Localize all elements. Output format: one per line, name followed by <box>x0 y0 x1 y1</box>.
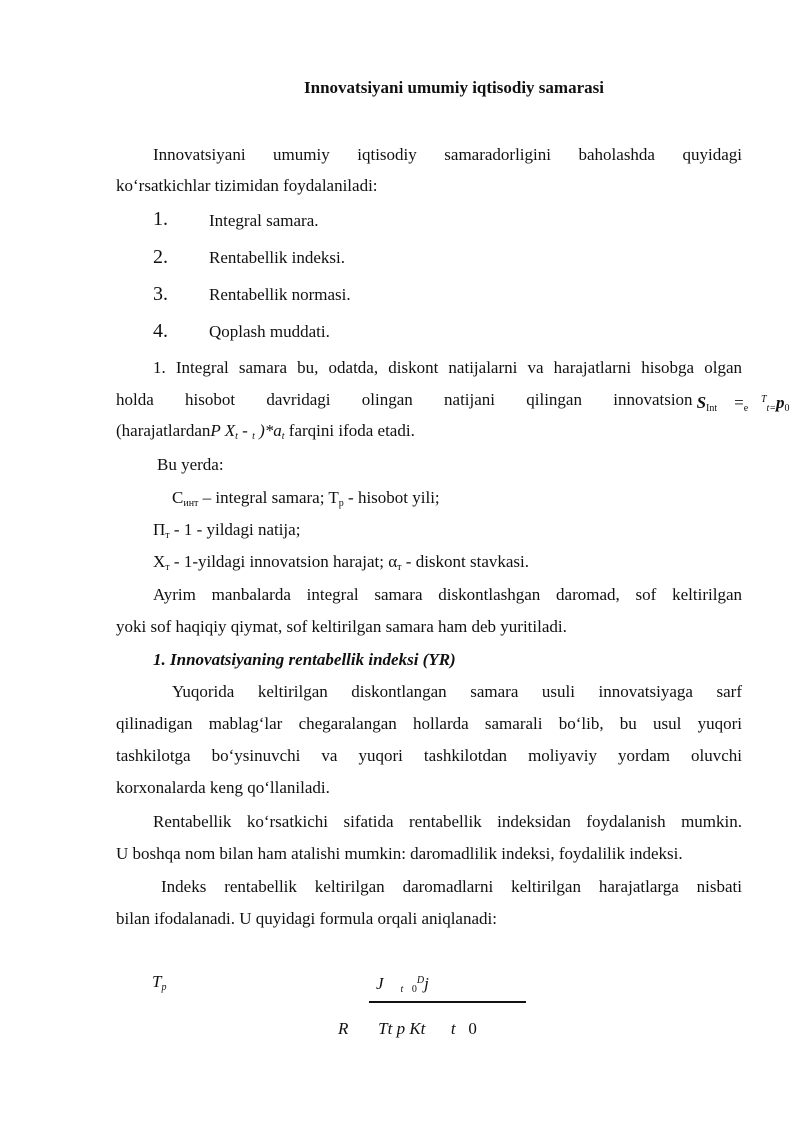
formula-close-a: )*a <box>254 421 282 440</box>
alpha-sub: т <box>397 562 402 573</box>
formula-t0-sub: t= <box>766 403 777 414</box>
integral-line-3-open: (harajatlardan <box>116 421 211 440</box>
pi-sub: т <box>165 530 170 541</box>
yr-line-1: Yuqorida keltirilgan diskontlangan samara usuli innovatsiyaga sarf <box>172 682 742 701</box>
list-item-number: 4. <box>153 320 168 342</box>
integral-line-2-text: holda hisobot davridagi olingan natijani qilingan innovatsion <box>116 390 693 409</box>
formula-sub-t2: t <box>252 431 255 442</box>
integral-line-2 <box>116 389 790 420</box>
formula-r: R <box>338 1019 349 1038</box>
integral-line-3-rest: farqini ifoda etadi. <box>284 421 415 440</box>
formula-num-t: t <box>400 984 404 995</box>
formula-tp-symbol: T <box>152 972 162 991</box>
formula-num-0: 0 <box>411 984 417 995</box>
list-item-number: 1. <box>153 208 168 230</box>
yr-line-2: qilinadigan mablag‘lar chegaralangan hollarda samarali bo‘lib, bu usul yuqori <box>116 714 742 733</box>
x-text: - 1-yildagi innovatsion harajat; α <box>169 552 398 571</box>
where-x-line <box>153 551 779 579</box>
yr-line-4: korxonalarda keng qo‘llaniladi. <box>116 778 330 797</box>
integral-line-1: 1. Integral samara bu, odatda, diskont natijalarni va harajatlarni hisobga olgan <box>153 358 742 377</box>
intro-line-1: Innovatsiyani umumiy iqtisodiy samaradorligini baholashda quyidagi <box>153 145 742 164</box>
x-sub: т <box>165 562 170 573</box>
formula-s-symbol: S <box>696 393 707 412</box>
formula-t-sup: T <box>760 394 767 405</box>
integral-line-2-words <box>116 389 693 420</box>
integral-formula-inline <box>697 389 790 420</box>
formula-zero-sub: 0 <box>784 403 790 414</box>
index-line-1: Indeks rentabellik keltirilgan daromadlarni keltirilgan harajatlarga nisbati <box>161 877 742 896</box>
rent-line-1: Rentabellik ko‘rsatkichi sifatida rentabellik indeksidan foydalanish mumkin. <box>153 812 742 831</box>
index-line-2: bilan ifodalanadi. U quyidagi formula orqali aniqlanadi: <box>116 909 497 928</box>
formula-sub-t: t <box>235 431 238 442</box>
tp-text: - hisobot yili; <box>343 488 440 507</box>
list-item-text: Qoplash muddati. <box>209 322 330 341</box>
formula-denominator <box>338 1018 538 1040</box>
list-item-number: 3. <box>153 283 168 305</box>
rent-line-2: U boshqa nom bilan ham atalishi mumkin: daromadlilik indeksi, foydalilik indeksi. <box>116 844 683 863</box>
formula-sub-t3: t <box>281 431 285 442</box>
formula-den-mid: Tt p Kt <box>378 1019 426 1038</box>
formula-num-jj: j <box>424 974 429 993</box>
list-item-text: Rentabellik normasi. <box>209 285 351 304</box>
formula-e-sub: e <box>743 403 749 414</box>
yr-line-3: tashkilotga bo‘ysinuvchi va yuqori tashkilotdan moliyaviy yordam oluvchi <box>116 746 742 765</box>
page-title: Innovatsiyani umumiy iqtisodiy samarasi <box>304 78 604 97</box>
list-item-text: Integral samara. <box>209 211 319 230</box>
x-symbol: Х <box>153 552 166 571</box>
formula-tp-sub: p <box>161 982 167 993</box>
intro-line-2: ko‘rsatkichlar tizimidan foydalaniladi: <box>116 176 378 195</box>
formula-num-d: D <box>416 975 425 986</box>
formula-tp <box>152 971 212 999</box>
integral-line-3 <box>116 420 742 448</box>
formula-equals: = <box>734 393 744 412</box>
cint-symbol: С <box>172 488 184 507</box>
pi-symbol: П <box>153 520 166 539</box>
pi-text: - 1 - yildagi natija; <box>169 520 301 539</box>
formula-den-0: 0 <box>468 1019 477 1038</box>
formula-numerator <box>376 970 496 1001</box>
formula-px: P X <box>210 421 236 440</box>
other-line-1: Ayrim manbalarda integral samara diskontlashgan daromad, sof keltirilgan <box>153 585 742 604</box>
where-cint-line <box>172 487 798 515</box>
list-item-text: Rentabellik indeksi. <box>209 248 345 267</box>
section-heading: 1. Innovatsiyaning rentabellik indeksi (YR) <box>153 650 456 669</box>
cint-sub: инт <box>183 498 199 509</box>
formula-minus: - <box>237 421 253 440</box>
where-pi-line <box>153 519 779 547</box>
where-label: Bu yerda: <box>157 455 224 474</box>
list-item-number: 2. <box>153 246 168 268</box>
formula-den-t: t <box>450 1019 456 1038</box>
other-line-2: yoki sof haqiqiy qiymat, sof keltirilgan samara ham deb yuritiladi. <box>116 617 567 636</box>
formula-p-symbol: p <box>776 393 785 412</box>
alpha-text: - diskont stavkasi. <box>401 552 530 571</box>
formula-int-sub: Int <box>706 403 718 414</box>
formula-j: J <box>376 974 384 993</box>
cint-text: – integral samara; T <box>198 488 339 507</box>
fraction-bar <box>369 1001 526 1003</box>
tp-sub: р <box>338 498 344 509</box>
